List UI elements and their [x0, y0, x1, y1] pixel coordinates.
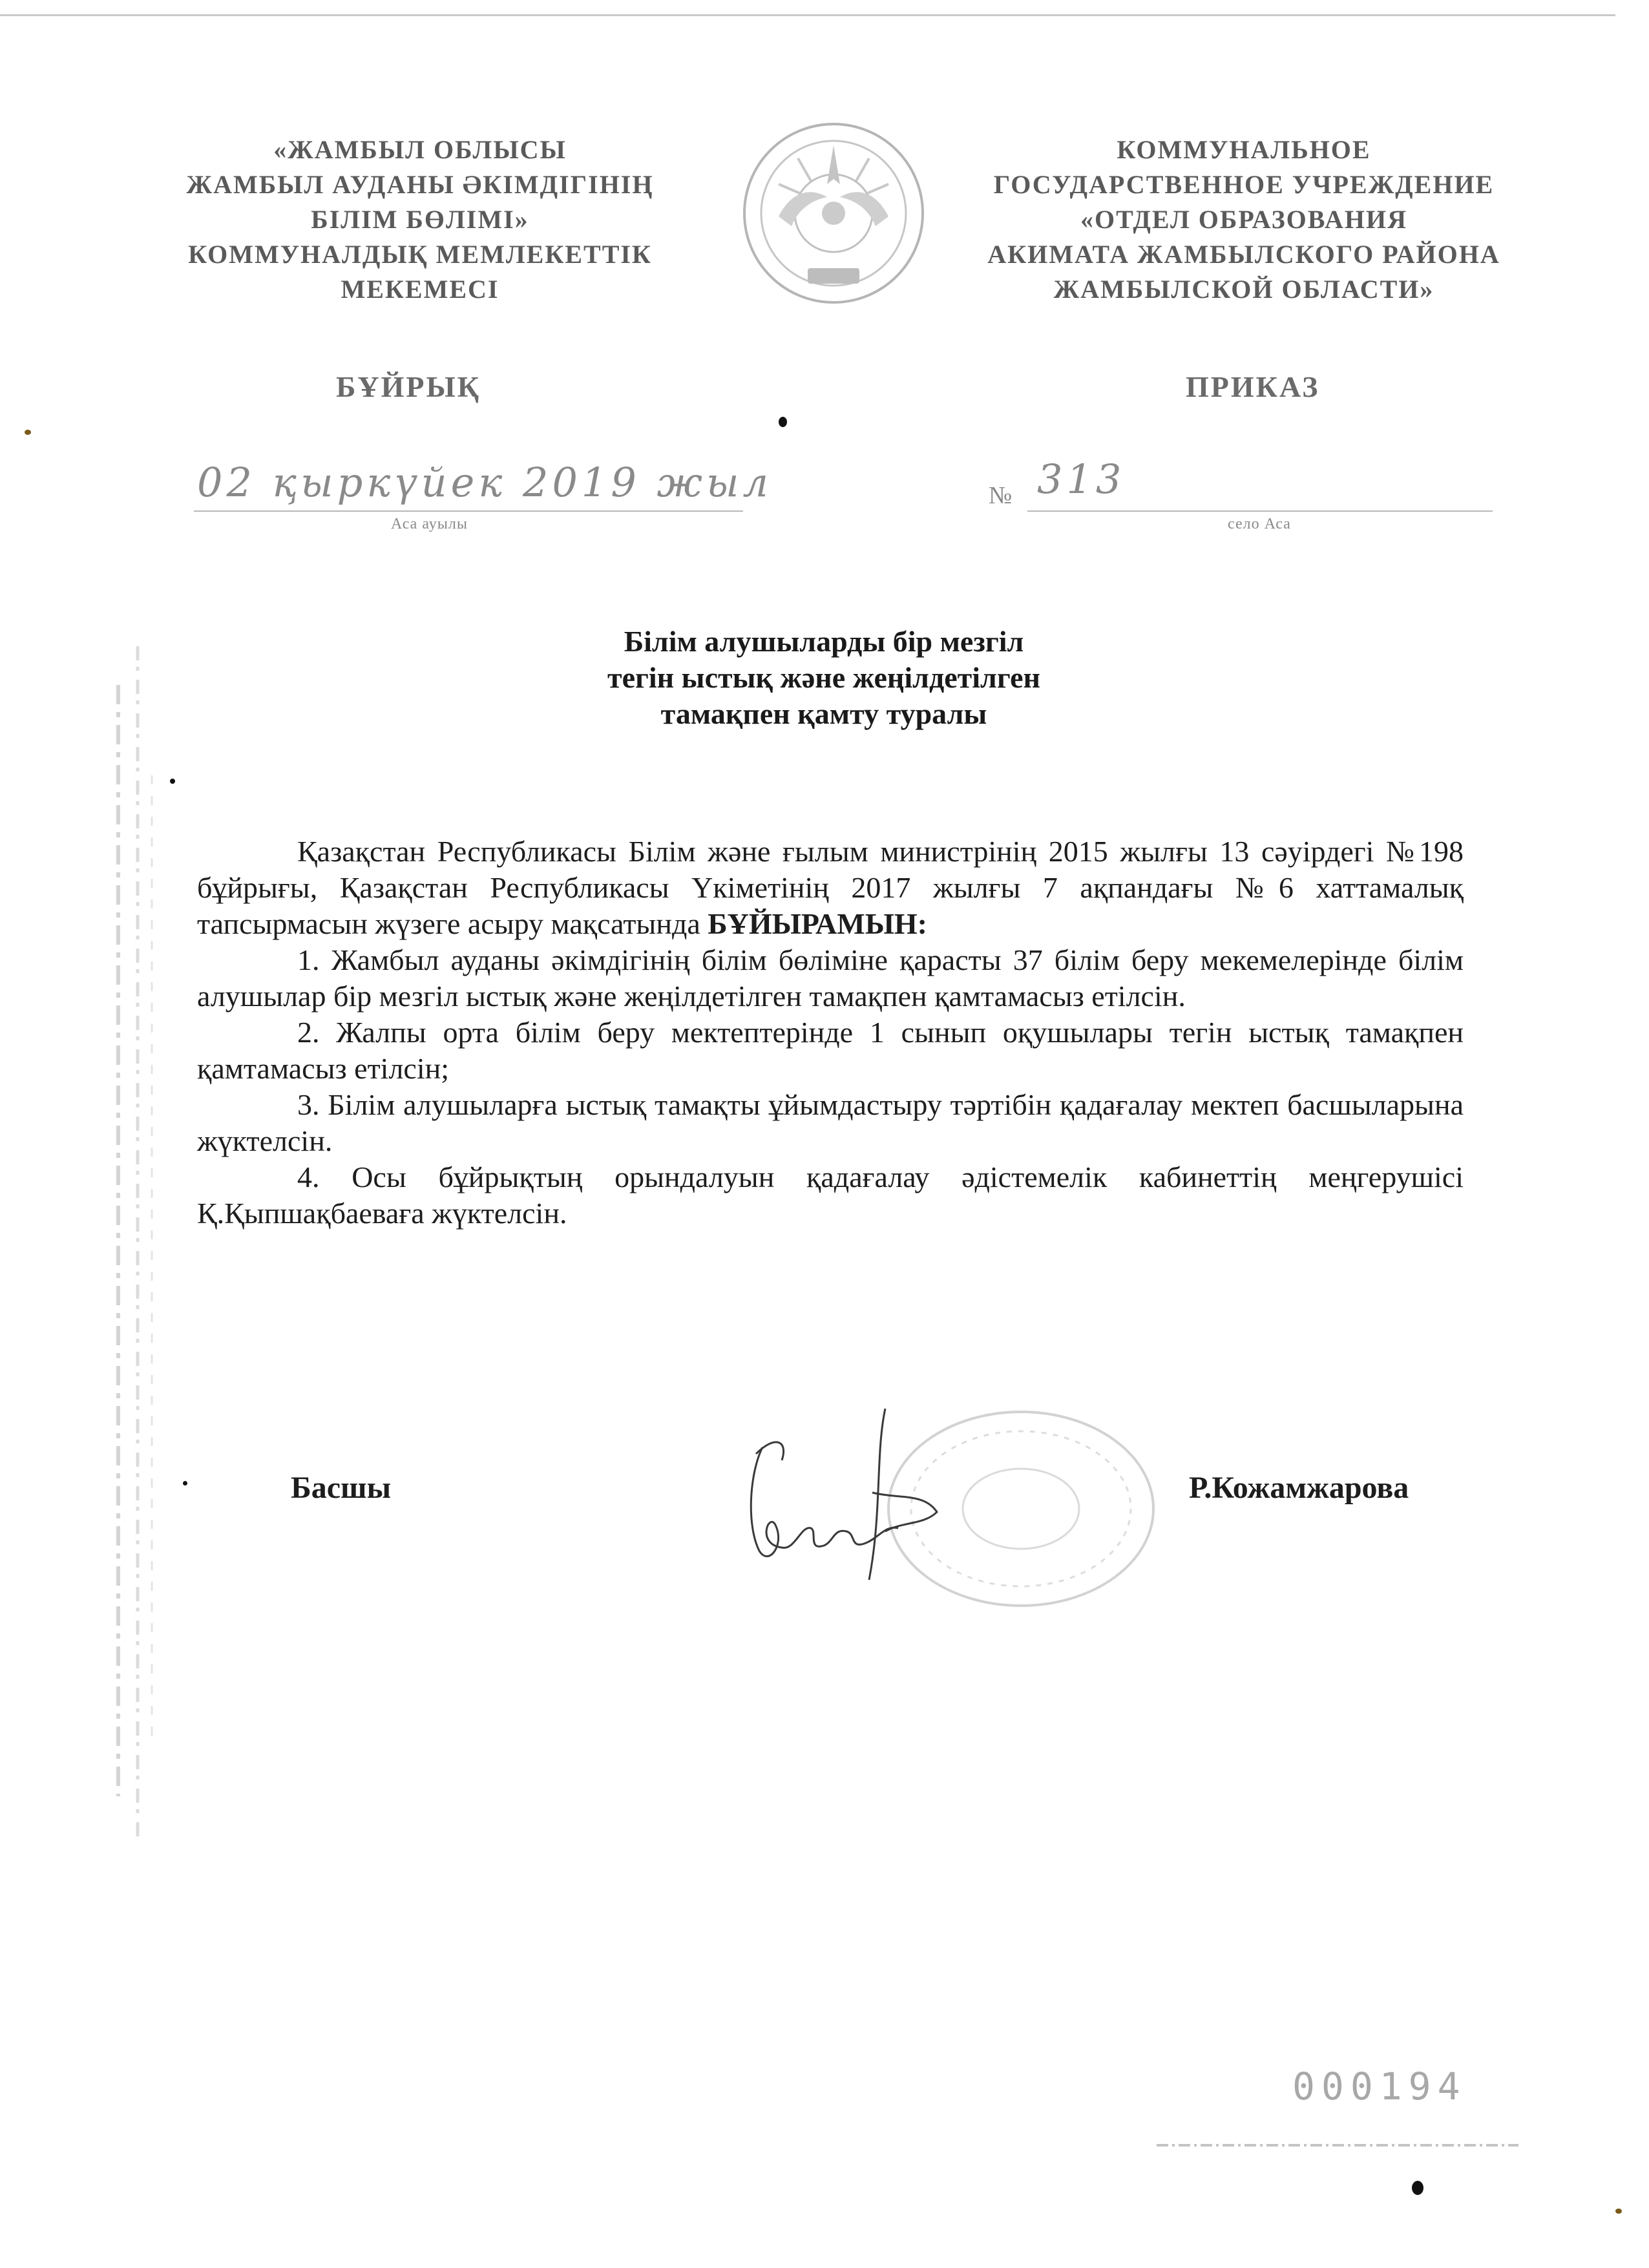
- order-item: 2. Жалпы орта білім беру мектептерінде 1 сынып оқушылары тегін ыстық тамақпен қамтамасыз етілсін;: [197, 1016, 1464, 1085]
- header-ru: [969, 132, 1518, 307]
- order-item: 1. Жамбыл ауданы әкімдігінің білім бөліміне қарасты 37 білім беру мекемелерінде білім алушылар бір мезгіл ыстық және жеңілдетілген тамақпен қамтамасыз етілсін.: [197, 943, 1464, 1013]
- header-kz-line: ЖАМБЫЛ АУДАНЫ ӘКІМДІГІНІҢ: [186, 170, 654, 199]
- signatory-title: Басшы: [291, 1471, 392, 1505]
- date-underline: [194, 510, 743, 512]
- ink-dot: [1412, 2181, 1423, 2195]
- ink-dot: [183, 1481, 187, 1486]
- number-sign: №: [989, 482, 1013, 509]
- place-kz: Аса ауылы: [391, 516, 468, 532]
- header-kz-line: МЕКЕМЕСІ: [341, 275, 499, 304]
- serial-number: 000194: [1292, 2064, 1467, 2108]
- header-kz: [149, 132, 691, 307]
- place-ru: село Аса: [1228, 516, 1291, 532]
- preamble-text: Қазақстан Республикасы Білім және ғылым министрінің 2015 жылғы 13 сәуірдегі №198 бұйрығы, Қазақстан Республикасы Үкіметінің 2017 жылғы 7 ақпандағы №6 хаттамалық тапсырмасын жүзеге асыру мақсатында: [197, 835, 1464, 940]
- number-underline: [1027, 510, 1493, 512]
- order-title-line: тегін ыстық және жеңілдетілген: [607, 661, 1041, 694]
- order-item: 3. Білім алушыларға ыстық тамақты ұйымдастыру тәртібін қадағалау мектеп басшыларына жүктелсін.: [197, 1088, 1464, 1157]
- print-line: [1157, 2140, 1518, 2150]
- handwritten-signature-icon: [737, 1396, 943, 1583]
- header-kz-line: БІЛІМ БӨЛІМІ»: [311, 205, 529, 234]
- order-title-line: тамақпен қамту туралы: [660, 697, 987, 730]
- doc-type-ru: ПРИКАЗ: [1186, 370, 1320, 403]
- header-kz-line: КОММУНАЛДЫҚ МЕМЛЕКЕТТІК: [188, 240, 652, 269]
- order-word: БҰЙЫРАМЫН:: [708, 907, 927, 940]
- order-item: 4. Осы бұйрықтың орындалуын қадағалау әдістемелік кабинеттің меңгерушісі Қ.Қыпшақбаеваға жүктелсін.: [197, 1160, 1464, 1230]
- order-title: [362, 624, 1286, 732]
- scan-side-strip: [107, 646, 158, 1842]
- ink-dot: [25, 430, 31, 435]
- order-number-handwritten: 313: [1037, 456, 1126, 503]
- order-date-handwritten: 02 қыркүйек 2019 жыл: [197, 459, 772, 506]
- header-kz-line: «ЖАМБЫЛ ОБЛЫСЫ: [273, 135, 567, 164]
- header-ru-line: «ОТДЕЛ ОБРАЗОВАНИЯ: [1080, 205, 1407, 234]
- top-scan-edge: [0, 14, 1615, 16]
- ink-dot: [779, 417, 787, 427]
- preamble-paragraph: [197, 834, 1464, 942]
- state-emblem-icon: [740, 120, 927, 307]
- header-ru-line: ЖАМБЫЛСКОЙ ОБЛАСТИ»: [1053, 275, 1434, 304]
- header-ru-line: АКИМАТА ЖАМБЫЛСКОГО РАЙОНА: [987, 240, 1500, 269]
- signatory-name: Р.Кожамжарова: [1189, 1471, 1409, 1505]
- order-body: [197, 834, 1464, 1232]
- ink-dot: [170, 779, 175, 784]
- header-ru-line: КОММУНАЛЬНОЕ: [1117, 135, 1371, 164]
- ink-dot: [1615, 2209, 1622, 2214]
- order-title-line: Білім алушыларды бір мезгіл: [624, 625, 1024, 658]
- doc-type-kz: БҰЙРЫҚ: [336, 370, 481, 403]
- header-ru-line: ГОСУДАРСТВЕННОЕ УЧРЕЖДЕНИЕ: [993, 170, 1495, 199]
